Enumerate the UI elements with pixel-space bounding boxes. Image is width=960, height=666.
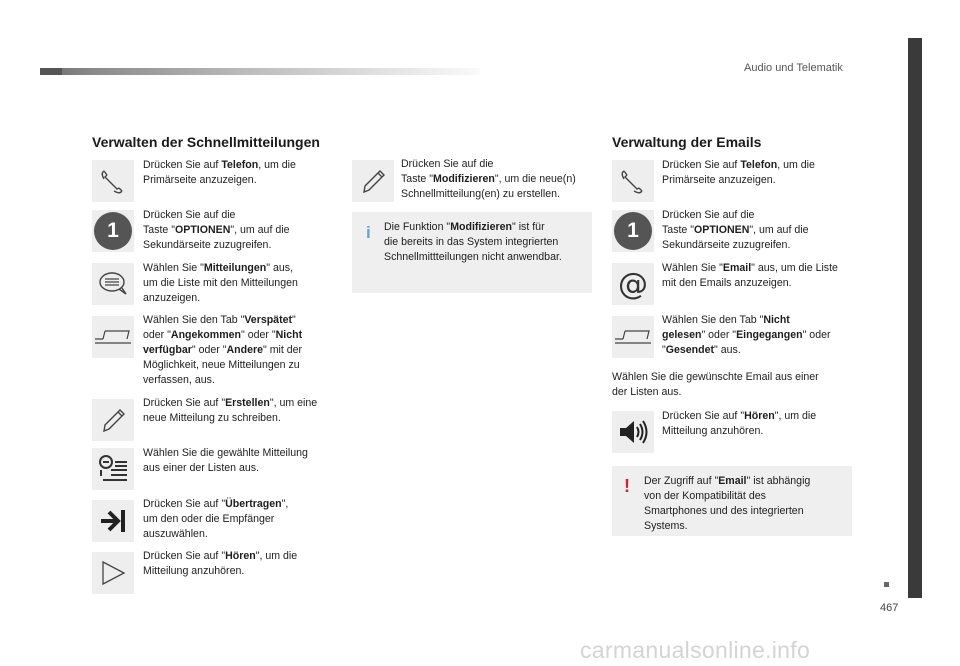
number-1-icon: 1 xyxy=(92,210,134,252)
phone-handset-icon xyxy=(612,160,654,202)
left-section-title: Verwalten der Schnellmitteilungen xyxy=(92,134,320,150)
play-icon xyxy=(92,552,134,594)
side-tab-bar xyxy=(908,38,922,598)
step-text: Drücken Sie auf "Übertragen", um den oder die Empfänger auszuwählen. xyxy=(143,498,289,540)
step-text: Wählen Sie den Tab "Nicht gelesen" oder "Eingegangen" oder "Gesendet" aus. xyxy=(662,314,831,356)
at-sign-icon: @ xyxy=(612,263,654,305)
step-text: Drücken Sie auf "Erstellen", um eine neue Mitteilung zu schreiben. xyxy=(143,397,318,424)
pencil-icon xyxy=(352,160,394,202)
message-bubble-icon xyxy=(92,263,134,305)
page-number: 467 xyxy=(880,602,899,614)
warning-icon: ! xyxy=(624,476,630,496)
speaker-icon xyxy=(612,411,654,453)
page-marker xyxy=(884,582,889,587)
phone-handset-icon xyxy=(92,160,134,202)
warning-text: Der Zugriff auf "Email" ist abhängig von der Kompatibilität des Smartphones und des integrierten Systems. xyxy=(644,475,811,532)
step-text: Drücken Sie auf "Hören", um die Mitteilung anzuhören. xyxy=(143,550,298,577)
step-text: Drücken Sie auf "Hören", um die Mitteilung anzuhören. xyxy=(662,410,817,437)
section-title: Audio und Telematik xyxy=(744,62,843,74)
step-text: Wählen Sie den Tab "Verspätet" oder "Angekommen" oder "Nicht verfügbar" oder "Andere" mit der Möglichkeit, neue Mitteilungen zu verfassen, aus. xyxy=(143,314,303,386)
watermark: carmanualsonline.info xyxy=(580,637,811,663)
tab-folder-icon xyxy=(92,316,134,358)
step-text: Wählen Sie "Email" aus, um die Liste mit den Emails anzuzeigen. xyxy=(662,262,838,289)
info-text: Die Funktion "Modifizieren" ist für die bereits in das System integrierten Schnellmittteilungen nicht anwendbar. xyxy=(384,221,562,263)
info-note xyxy=(352,212,592,293)
step-text: Wählen Sie die gewählte Mitteilung aus einer der Listen aus. xyxy=(143,447,308,474)
warning-note xyxy=(612,466,852,536)
forward-arrow-icon xyxy=(92,500,134,542)
number-1-icon: 1 xyxy=(612,210,654,252)
right-section-title: Verwaltung der Emails xyxy=(612,134,762,150)
step-text: Drücken Sie auf die Taste "Modifizieren", um die neue(n) Schnellmitteilung(en) zu erstellen. xyxy=(401,158,576,200)
step-text: Drücken Sie auf Telefon, um die Primärseite anzuzeigen. xyxy=(143,159,296,186)
step-text: Wählen Sie "Mitteilungen" aus, um die Liste mit den Mitteilungen anzuzeigen. xyxy=(143,262,298,304)
pencil-icon xyxy=(92,399,134,441)
step-text: Drücken Sie auf Telefon, um die Primärseite anzuzeigen. xyxy=(662,159,815,186)
info-icon: i xyxy=(366,223,371,242)
step-text: Drücken Sie auf die Taste "OPTIONEN", um auf die Sekundärseite zuzugreifen. xyxy=(662,209,809,251)
plain-instruction: Wählen Sie die gewünschte Email aus einer der Listen aus. xyxy=(612,371,819,398)
list-select-icon xyxy=(92,448,134,490)
step-text: Drücken Sie auf die Taste "OPTIONEN", um auf die Sekundärseite zuzugreifen. xyxy=(143,209,290,251)
header-gradient-bar xyxy=(40,68,480,75)
tab-folder-icon xyxy=(612,316,654,358)
